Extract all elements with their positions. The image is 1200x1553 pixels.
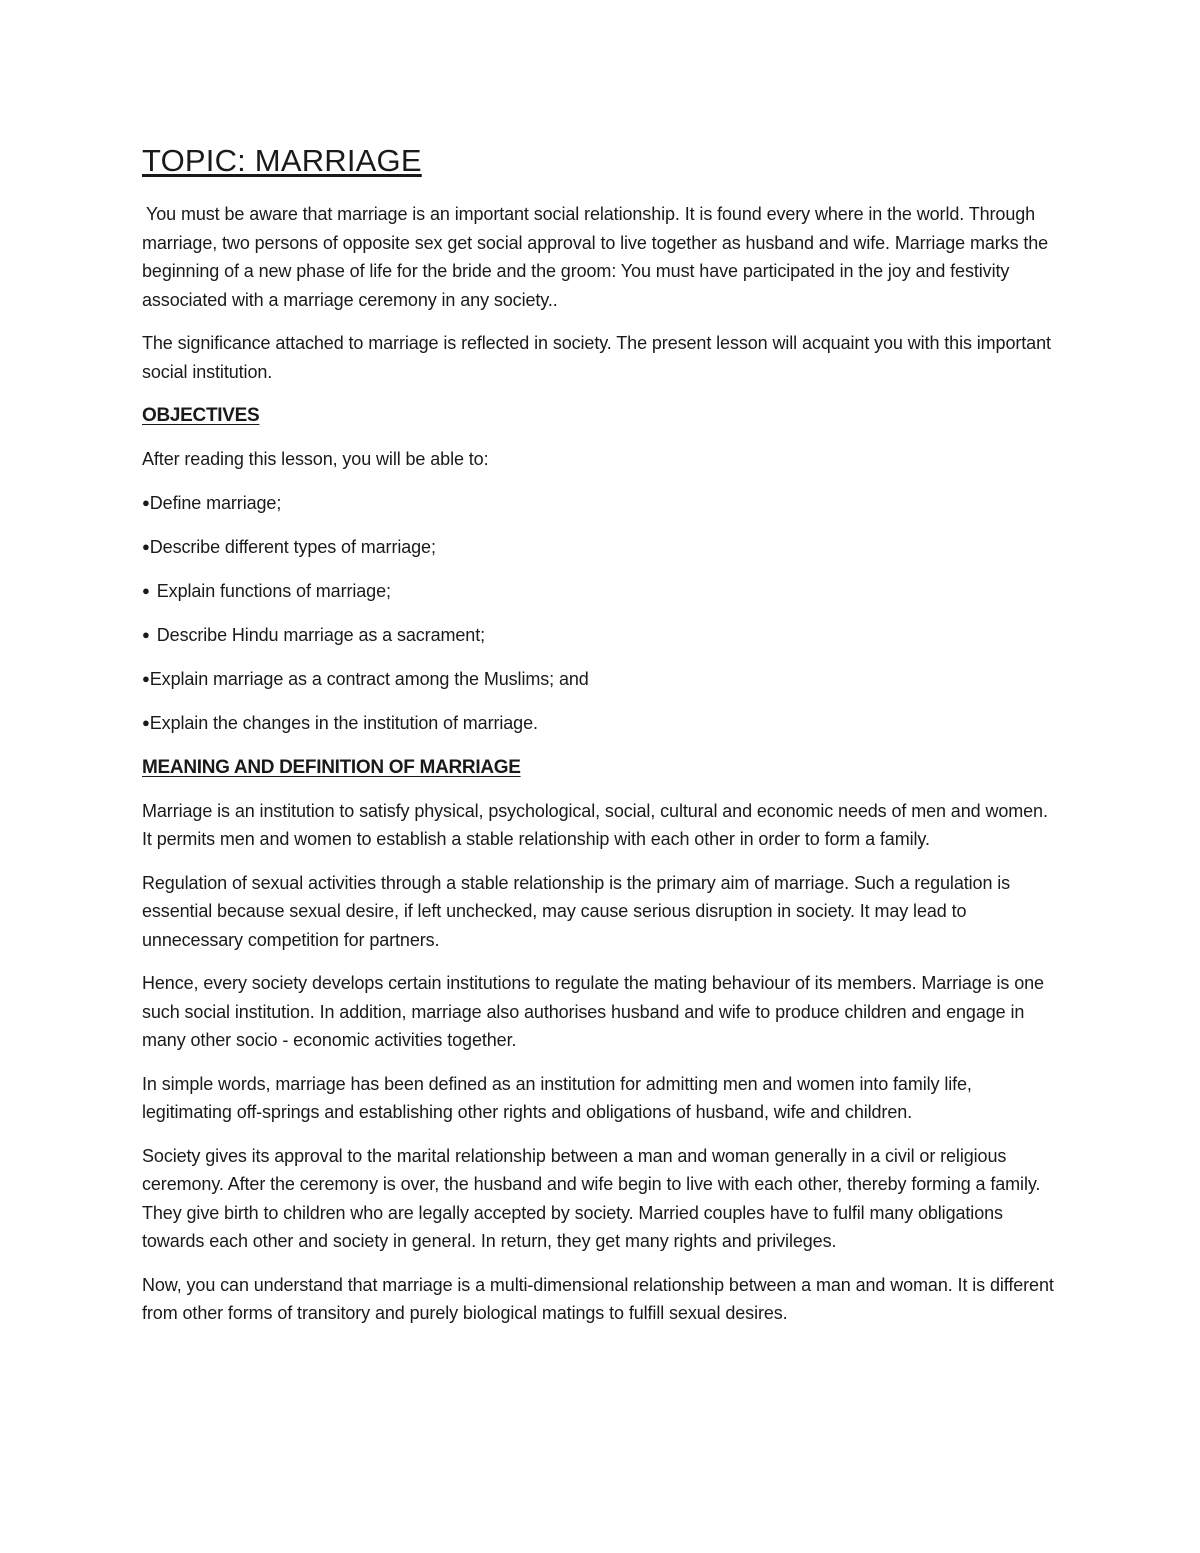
meaning-paragraph-1: Marriage is an institution to satisfy physical, psychological, social, cultural and economic needs of men and women. It permits men and women to establish a stable relationship with each other in order to form a family. [142, 800, 1048, 849]
intro-paragraph-1: You must be aware that marriage is an important social relationship. It is found every where in the world. Through marriage, two persons of opposite sex get social approval to live together as husband and wife. Marriage marks the beginning of a new phase of life for the bride and the groom: You must have participated in the joy and festivity associated with a marriage ceremony in any society.. [142, 204, 1049, 310]
meaning-paragraph-6: Now, you can understand that marriage is a multi-dimensional relationship between a man and woman. It is different from other forms of transitory and purely biological matings to fulfill sexual desires. [142, 1274, 1054, 1323]
objective-item-changes [142, 709, 1062, 738]
objective-item-label: Explain marriage as a contract among the Muslims; and [149, 668, 589, 689]
objective-item-functions [142, 577, 1062, 606]
objective-item-define [142, 489, 1062, 518]
bullet-icon: ● [142, 714, 150, 730]
bullet-icon: ● [142, 626, 150, 642]
document-page [142, 140, 1062, 1343]
bullet-icon: ● [142, 494, 150, 510]
bullet-icon: ● [142, 582, 150, 598]
page-title: TOPIC: MARRIAGE [142, 143, 422, 178]
meaning-paragraph-4: In simple words, marriage has been defined as an institution for admitting men and women into family life, legitimating off-springs and establishing other rights and obligations of husband, wife and children. [142, 1073, 972, 1122]
meaning-heading: MEANING AND DEFINITION OF MARRIAGE [142, 756, 521, 778]
meaning-paragraph-3: Hence, every society develops certain institutions to regulate the mating behaviour of its members. Marriage is one such social institution. In addition, marriage also authorises husband and wife to produce children and engage in many other socio - economic activities together. [142, 973, 1044, 1050]
objectives-lead: After reading this lesson, you will be able to: [142, 449, 489, 469]
meaning-paragraph-5: Society gives its approval to the marital relationship between a man and woman generally in a civil or religious ceremony. After the ceremony is over, the husband and wife begin to live with each other, thereby forming a family. They give birth to children who are legally accepted by society. Married couples have to fulfil many obligations towards each other and society in general. In return, they get many rights and privileges. [142, 1145, 1041, 1251]
objective-item-types [142, 533, 1062, 562]
objective-item-label: Define marriage; [149, 492, 282, 513]
objective-item-label: Explain functions of marriage; [156, 580, 391, 601]
bullet-icon: ● [142, 538, 150, 554]
objective-item-label: Describe Hindu marriage as a sacrament; [156, 624, 486, 645]
objective-item-label: Describe different types of marriage; [149, 536, 436, 557]
objective-item-hindu [142, 621, 1062, 650]
objective-item-muslims [142, 665, 1062, 694]
objectives-heading: OBJECTIVES [142, 405, 260, 426]
bullet-icon: ● [142, 670, 150, 686]
intro-paragraph-2: The significance attached to marriage is reflected in society. The present lesson will acquaint you with this important social institution. [142, 333, 1051, 382]
objective-item-label: Explain the changes in the institution of marriage. [149, 712, 538, 733]
meaning-paragraph-2: Regulation of sexual activities through a stable relationship is the primary aim of marriage. Such a regulation is essential because sexual desire, if left unchecked, may cause serious disruption in society. It may lead to unnecessary competition for partners. [142, 872, 1011, 950]
